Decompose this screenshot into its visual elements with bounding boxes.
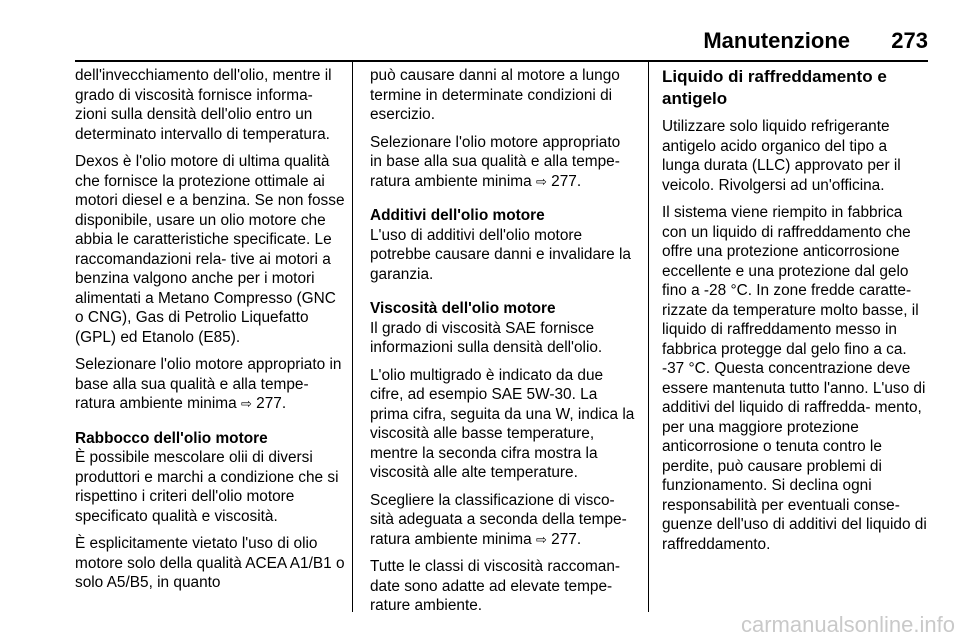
paragraph: Dexos è l'olio motore di ultima qualità che fornisce la protezione ottimale ai motori diesel e a benzina. Se non fosse disponibile, usare un olio motore che abbia le caratteristiche specificate. Le raccomandazioni rela- tive ai motori a benzina valgono anche per i motori alimentati a Metano Compresso (GNC o CNG), Gas di Petrolio Liquefatto (GPL) ed Etanolo (E85). xyxy=(75,153,345,346)
paragraph: È esplicitamente vietato l'uso di olio motore solo della qualità ACEA A1/B1 o solo A5/B5, in quanto xyxy=(75,535,345,591)
paragraph: L'olio multigrado è indicato da due cifre, ad esempio SAE 5W-30. La prima cifra, seguita da una W, indica la viscosità alle basse temperature, mentre la seconda cifra mostra la viscosità alle alte temperature. xyxy=(370,366,635,481)
section-heading: Liquido di raffreddamento e antigelo xyxy=(662,67,887,108)
column-2 xyxy=(370,66,636,624)
header-rule xyxy=(75,60,928,62)
paragraph: Il grado di viscosità SAE fornisce informazioni sulla densità dell'olio. xyxy=(370,319,603,356)
page-ref-arrow-icon: ⇨ xyxy=(240,396,252,411)
section-heading: Additivi dell'olio motore xyxy=(370,207,545,224)
paragraph: può causare danni al motore a lungo termine in determinate condizioni di esercizio. xyxy=(370,67,620,123)
paragraph: Scegliere la classificazione di visco- sità adeguata a seconda della tempe- ratura ambiente minima ⇨ 277. xyxy=(370,491,627,548)
paragraph: Utilizzare solo liquido refrigerante antigelo acido organico del tipo a lunga durata (LLC) approvato per il veicolo. Rivolgersi ad un'officina. xyxy=(662,118,901,194)
section-title: Manutenzione xyxy=(703,28,850,53)
paragraph: Selezionare l'olio motore appropriato in base alla sua qualità e alla tempe- ratura ambiente minima ⇨ 277. xyxy=(370,133,621,190)
column-1 xyxy=(75,66,345,601)
paragraph: Selezionare l'olio motore appropriato in base alla sua qualità e alla tempe- ratura ambiente minima ⇨ 277. xyxy=(75,356,342,412)
page-number: 273 xyxy=(891,28,928,53)
watermark: carmanualsonline.info xyxy=(740,612,955,637)
section-heading: Viscosità dell'olio motore xyxy=(370,300,556,317)
paragraph: L'uso di additivi dell'olio motore potrebbe causare danni e invalidare la garanzia. xyxy=(370,226,631,283)
paragraph: Tutte le classi di viscosità raccoman- date sono adatte ad elevate tempe- rature ambiente. xyxy=(370,558,621,614)
paragraph: dell'invecchiamento dell'olio, mentre il grado di viscosità fornisce informa- zioni sulla densità dell'olio entro un determinato intervallo di temperatura. xyxy=(75,67,332,143)
section-heading: Rabbocco dell'olio motore xyxy=(75,429,268,447)
page-reference[interactable]: 277. xyxy=(256,395,287,412)
paragraph: È possibile mescolare olii di diversi produttori e marchi a condizione che si rispettino i criteri dell'olio motore specificato qualità e viscosità. xyxy=(75,449,339,525)
page-ref-arrow-icon: ⇨ xyxy=(535,531,547,547)
page-ref-arrow-icon: ⇨ xyxy=(535,173,547,189)
column-3 xyxy=(662,66,928,562)
page-reference[interactable]: 277. xyxy=(551,172,582,190)
column-divider-2 xyxy=(648,62,649,612)
paragraph: Il sistema viene riempito in fabbrica con un liquido di raffreddamento che offre una protezione anticorrosione eccellente e una protezione dal gelo fino a -28 °C. In zone fredde caratte- rizzate da temperature molto basse, il liquido di raffreddamento messo in fabbrica protegge dal gelo fino a ca. -37 °C. Questa concentrazione deve essere mantenuta tutto l'anno. L'uso di additivi del liquido di raffredda- mento, per una maggiore protezione anticorrosione o tenuta contro le perdite, può causare problemi di funzionamento. Si declina ogni responsabilità per eventuali conse- guenze dell'uso di additivi del liquido di raffreddamento. xyxy=(662,204,927,553)
page-reference[interactable]: 277. xyxy=(551,530,582,548)
column-divider-1 xyxy=(352,62,353,612)
